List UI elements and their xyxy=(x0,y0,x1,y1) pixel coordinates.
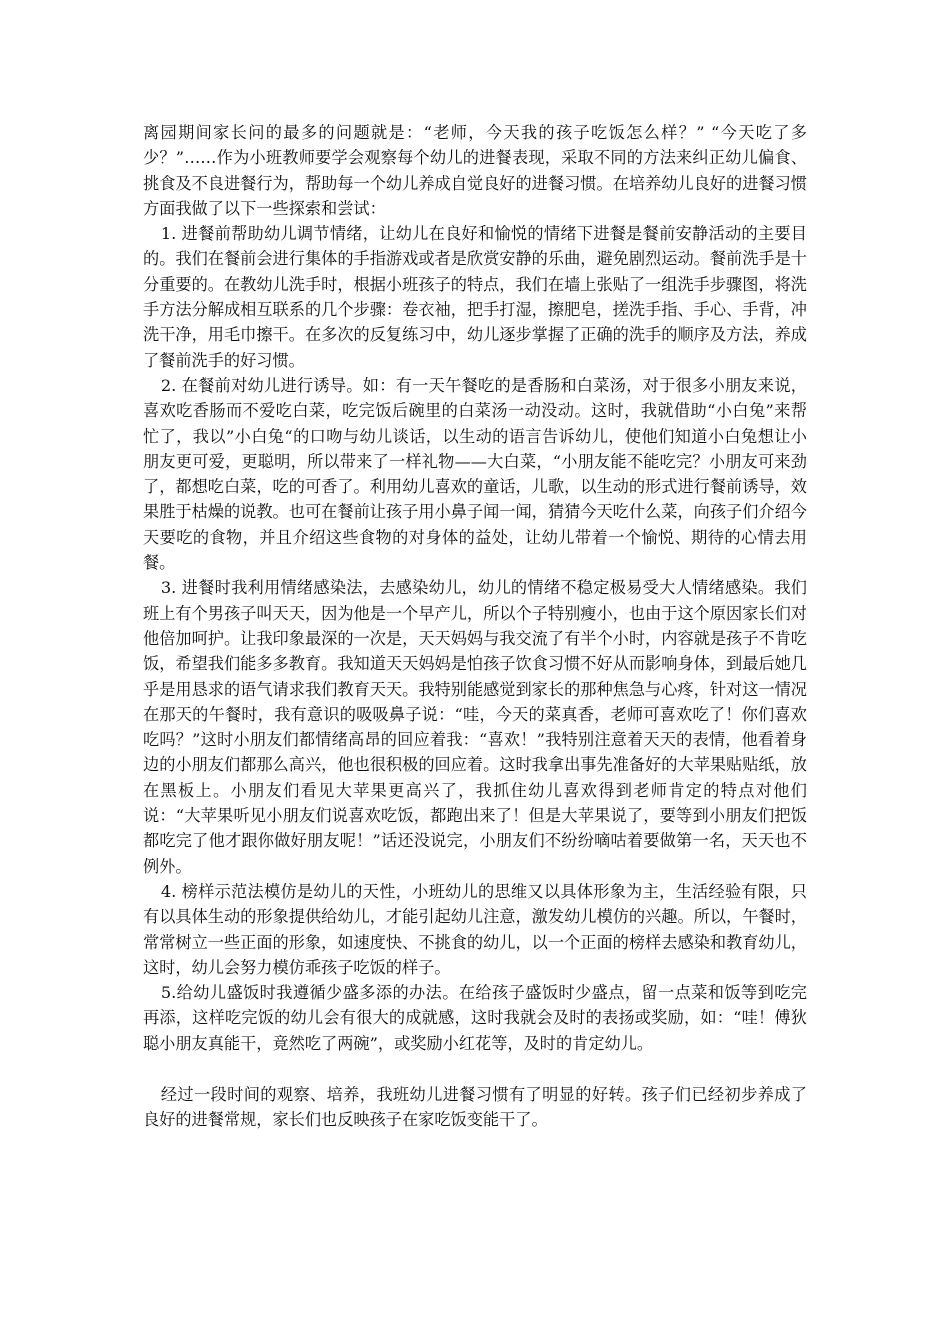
paragraph-item-1: 1. 进餐前帮助幼儿调节情绪，让幼儿在良好和愉悦的情绪下进餐是餐前安静活动的主要目的。我们在餐前会进行集体的手指游戏或者是欣赏安静的乐曲，避免剧烈运动。餐前洗手是十分重要的。在教幼儿洗手时，根据小班孩子的特点，我们在墙上张贴了一组洗手步骤图，将洗手方法分解成相互联系的几个步骤：卷衣袖，把手打湿，擦肥皂，搓洗手指、手心、手背，冲洗干净，用毛巾擦干。在多次的反复练习中，幼儿逐步掌握了正确的洗手的顺序及方法，养成了餐前洗手的好习惯。 xyxy=(143,224,807,370)
document-body xyxy=(143,120,807,1133)
paragraph-item-4: 4. 榜样示范法模仿是幼儿的天性，小班幼儿的思维又以具体形象为主，生活经验有限，只有以具体生动的形象提供给幼儿，才能引起幼儿注意，激发幼儿模仿的兴趣。所以，午餐时，常常树立一些正面的形象，如速度快、不挑食的幼儿，以一个正面的榜样去感染和教育幼儿，这时，幼儿会努力模仿乖孩子吃饭的样子。 xyxy=(143,881,807,977)
paragraph-item-3: 3. 进餐时我利用情绪感染法，去感染幼儿，幼儿的情绪不稳定极易受大人情绪感染。我们班上有个男孩子叫天天，因为他是一个早产儿，所以个子特别瘦小，也由于这个原因家长们对他倍加呵护。让我印象最深的一次是，天天妈妈与我交流了有半个小时，内容就是孩子不肯吃饭，希望我们能多多教育。我知道天天妈妈是怕孩子饮食习惯不好从而影响身体，到最后她几乎是用恳求的语气请求我们教育天天。我特别能感觉到家长的那种焦急与心疼，针对这一情况在那天的午餐时，我有意识的吸吸鼻子说：“哇，今天的菜真香，老师可喜欢吃了！你们喜欢吃吗？”这时小朋友们都情绪高昂的回应着我：“喜欢！”我特别注意着天天的表情，他看着身边的小朋友们都那么高兴，他也很积极的回应着。这时我拿出事先准备好的大苹果贴贴纸，放在黑板上。小朋友们看见大苹果更高兴了，我抓住幼儿喜欢得到老师肯定的特点对他们说：“大苹果听见小朋友们说喜欢吃饭，都跑出来了！但是大苹果说了，要等到小朋友们把饭都吃完了他才跟你做好朋友呢！”话还没说完，小朋友们不纷纷嘀咕着要做第一名，天天也不例外。 xyxy=(143,578,807,876)
paragraph-item-5: 5.给幼儿盛饭时我遵循少盛多添的办法。在给孩子盛饭时少盛点，留一点菜和饭等到吃完再添，这样吃完饭的幼儿会有很大的成就感，这时我就会及时的表扬或奖励，如：“哇！傅狄聪小朋友真能干，竟然吃了两碗”，或奖励小红花等，及时的肯定幼儿。 xyxy=(143,983,807,1053)
paragraph-conclusion: 经过一段时间的观察、培养，我班幼儿进餐习惯有了明显的好转。孩子们已经初步养成了良好的进餐常规，家长们也反映孩子在家吃饭变能干了。 xyxy=(143,1084,807,1130)
paragraph-intro: 离园期间家长问的最多的问题就是：“老师，今天我的孩子吃饭怎么样？” “今天吃了多少？”……作为小班教师要学会观察每个幼儿的进餐表现，采取不同的方法来纠正幼儿偏食、挑食及不良进餐行为，帮助每一个幼儿养成自觉良好的进餐习惯。在培养幼儿良好的进餐习惯方面我做了以下一些探索和尝试： xyxy=(143,123,807,218)
paragraph-spacer xyxy=(143,1056,807,1082)
paragraph-item-2: 2. 在餐前对幼儿进行诱导。如：有一天午餐吃的是香肠和白菜汤，对于很多小朋友来说，喜欢吃香肠而不爱吃白菜，吃完饭后碗里的白菜汤一动没动。这时，我就借助“小白兔”来帮忙了，我以”小白兔“的口吻与幼儿谈话，以生动的语言告诉幼儿，使他们知道小白兔想让小朋友更可爱，更聪明，所以带来了一样礼物——大白菜，“小朋友能不能吃完？小朋友可来劲了，都想吃白菜，吃的可香了。利用幼儿喜欢的童话，儿歌，以生动的形式进行餐前诱导，效果胜于枯燥的说教。也可在餐前让孩子用小鼻子闻一闻，猜猜今天吃什么菜，向孩子们介绍今天要吃的食物，并且介绍这些食物的对身体的益处，让幼儿带着一个愉悦、期待的心情去用餐。 xyxy=(143,375,807,573)
